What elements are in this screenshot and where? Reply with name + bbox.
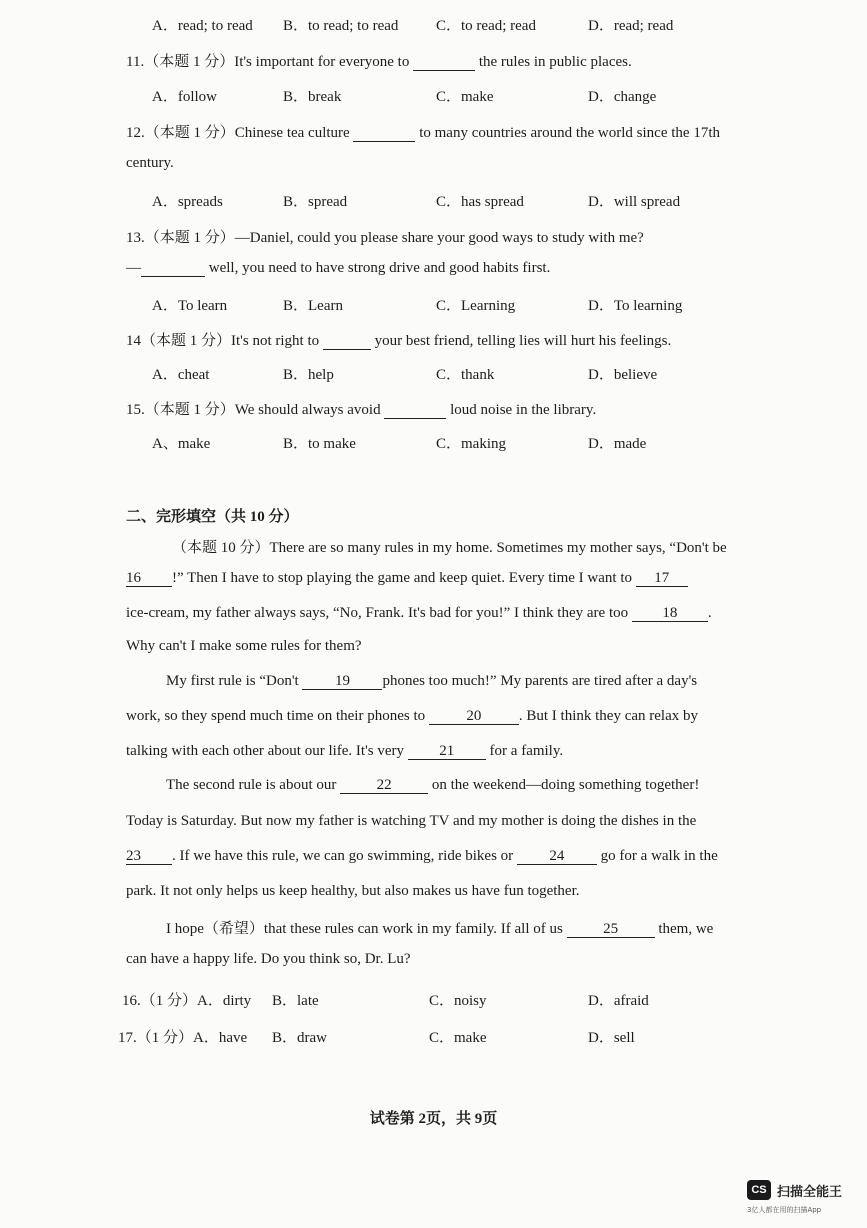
q14-option-a: A．cheat — [152, 367, 210, 383]
q17-option-d: D．sell — [588, 1030, 635, 1046]
q12-option-c: C．has spread — [436, 194, 524, 210]
passage-line: work, so they spend much time on their phones to 20 . But I think they can relax by — [126, 708, 698, 724]
q11-option-d: D．change — [588, 89, 657, 105]
blank-16: 16 — [126, 571, 172, 587]
blank-19: 19 — [302, 674, 382, 690]
q12-stem-cont: century. — [126, 155, 174, 171]
q14-option-b: B．help — [283, 367, 334, 383]
q13-option-d: D．To learning — [588, 298, 683, 314]
q12-option-a: A．spreads — [152, 194, 223, 210]
section-title: 二、完形填空（共 10 分） — [126, 509, 299, 525]
q13-option-b: B．Learn — [283, 298, 343, 314]
q11-option-c: C．make — [436, 89, 494, 105]
blank-17: 17 — [636, 571, 688, 587]
q13-blank — [141, 261, 205, 277]
passage-line: 23 . If we have this rule, we can go swimming, ride bikes or 24 go for a walk in the — [126, 848, 718, 864]
q16-option-a: 16.（1 分）A．dirty — [122, 993, 252, 1009]
q17-option-b: B．draw — [272, 1030, 327, 1046]
q12-blank — [353, 126, 415, 142]
blank-25: 25 — [567, 922, 655, 938]
q13-option-a: A．To learn — [152, 298, 228, 314]
passage-line: （本题 10 分）There are so many rules in my home. Sometimes my mother says, “Don't be — [172, 540, 727, 556]
blank-20: 20 — [429, 709, 519, 725]
passage-line: talking with each other about our life. It's very 21 for a family. — [126, 743, 564, 759]
q15-stem: 15.（本题 1 分）We should always avoid loud noise in the library. — [126, 402, 597, 418]
passage-line: The second rule is about our 22 on the weekend—doing something together! — [166, 777, 700, 793]
blank-21: 21 — [408, 744, 486, 760]
q11-option-b: B．break — [283, 89, 342, 105]
q17-option-a: 17.（1 分）A．have — [118, 1030, 248, 1046]
q15-option-a: A、make — [152, 436, 211, 452]
q10-option-a: A．read; to read — [152, 18, 253, 34]
q11-blank — [413, 55, 475, 71]
q16-option-b: B．late — [272, 993, 319, 1009]
scanner-watermark — [747, 1178, 857, 1220]
q11-options — [0, 85, 867, 107]
q14-blank — [323, 334, 371, 350]
q12-option-d: D．will spread — [588, 194, 681, 210]
q16-option-c: C．noisy — [429, 993, 487, 1009]
q14-options — [0, 363, 867, 385]
page-footer: 试卷第 2页，共 9页 — [369, 1111, 498, 1127]
q17-option-c: C．make — [429, 1030, 487, 1046]
passage-line: park. It not only helps us keep healthy, but also makes us have fun together. — [126, 883, 580, 899]
q15-blank — [384, 403, 446, 419]
q10-option-b: B．to read; to read — [283, 18, 399, 34]
camscanner-logo-icon: CS — [747, 1180, 771, 1200]
blank-23: 23 — [126, 849, 172, 865]
q13-options — [0, 294, 867, 316]
blank-22: 22 — [340, 778, 428, 794]
passage-line: I hope（希望）that these rules can work in my family. If all of us 25 them, we — [166, 921, 714, 937]
passage-line: My first rule is “Don't 19 phones too much!” My parents are tired after a day's — [166, 673, 698, 689]
scanner-name: 扫描全能王 — [777, 1185, 843, 1200]
scanner-tagline: 3亿人都在用的扫描App — [747, 1206, 822, 1214]
q11-option-a: A．follow — [152, 89, 217, 105]
passage-line: can have a happy life. Do you think so, Dr. Lu? — [126, 951, 411, 967]
blank-18: 18 — [632, 606, 708, 622]
q10-options — [0, 14, 867, 36]
q13-option-c: C．Learning — [436, 298, 516, 314]
q15-options — [0, 432, 867, 454]
q14-option-d: D．believe — [588, 367, 658, 383]
q16-options — [0, 989, 867, 1011]
q14-stem: 14（本题 1 分）It's not right to your best friend, telling lies will hurt his feelings. — [126, 333, 672, 349]
q15-option-c: C．making — [436, 436, 506, 452]
q15-option-b: B．to make — [283, 436, 356, 452]
q12-option-b: B．spread — [283, 194, 348, 210]
passage-line: 16 !” Then I have to stop playing the game and keep quiet. Every time I want to 17 — [126, 570, 688, 587]
q12-options — [0, 190, 867, 212]
q13-stem-line2: — well, you need to have strong drive and good habits first. — [126, 260, 551, 276]
q12-stem: 12.（本题 1 分）Chinese tea culture to many countries around the world since the 17th — [126, 125, 720, 141]
q15-option-d: D．made — [588, 436, 647, 452]
passage-line: ice-cream, my father always says, “No, Frank. It's bad for you!” I think they are too 18 . — [126, 605, 712, 621]
q10-option-d: D．read; read — [588, 18, 674, 34]
q10-option-c: C．to read; read — [436, 18, 536, 34]
q17-options — [0, 1026, 867, 1048]
passage-line: Why can't I make some rules for them? — [126, 638, 362, 654]
q11-stem: 11.（本题 1 分）It's important for everyone to the rules in public places. — [126, 54, 632, 70]
blank-24: 24 — [517, 849, 597, 865]
passage-line: Today is Saturday. But now my father is watching TV and my mother is doing the dishes in the — [126, 813, 697, 829]
q16-option-d: D．afraid — [588, 993, 649, 1009]
q13-stem: 13.（本题 1 分）—Daniel, could you please share your good ways to study with me? — [126, 230, 644, 246]
q14-option-c: C．thank — [436, 367, 495, 383]
